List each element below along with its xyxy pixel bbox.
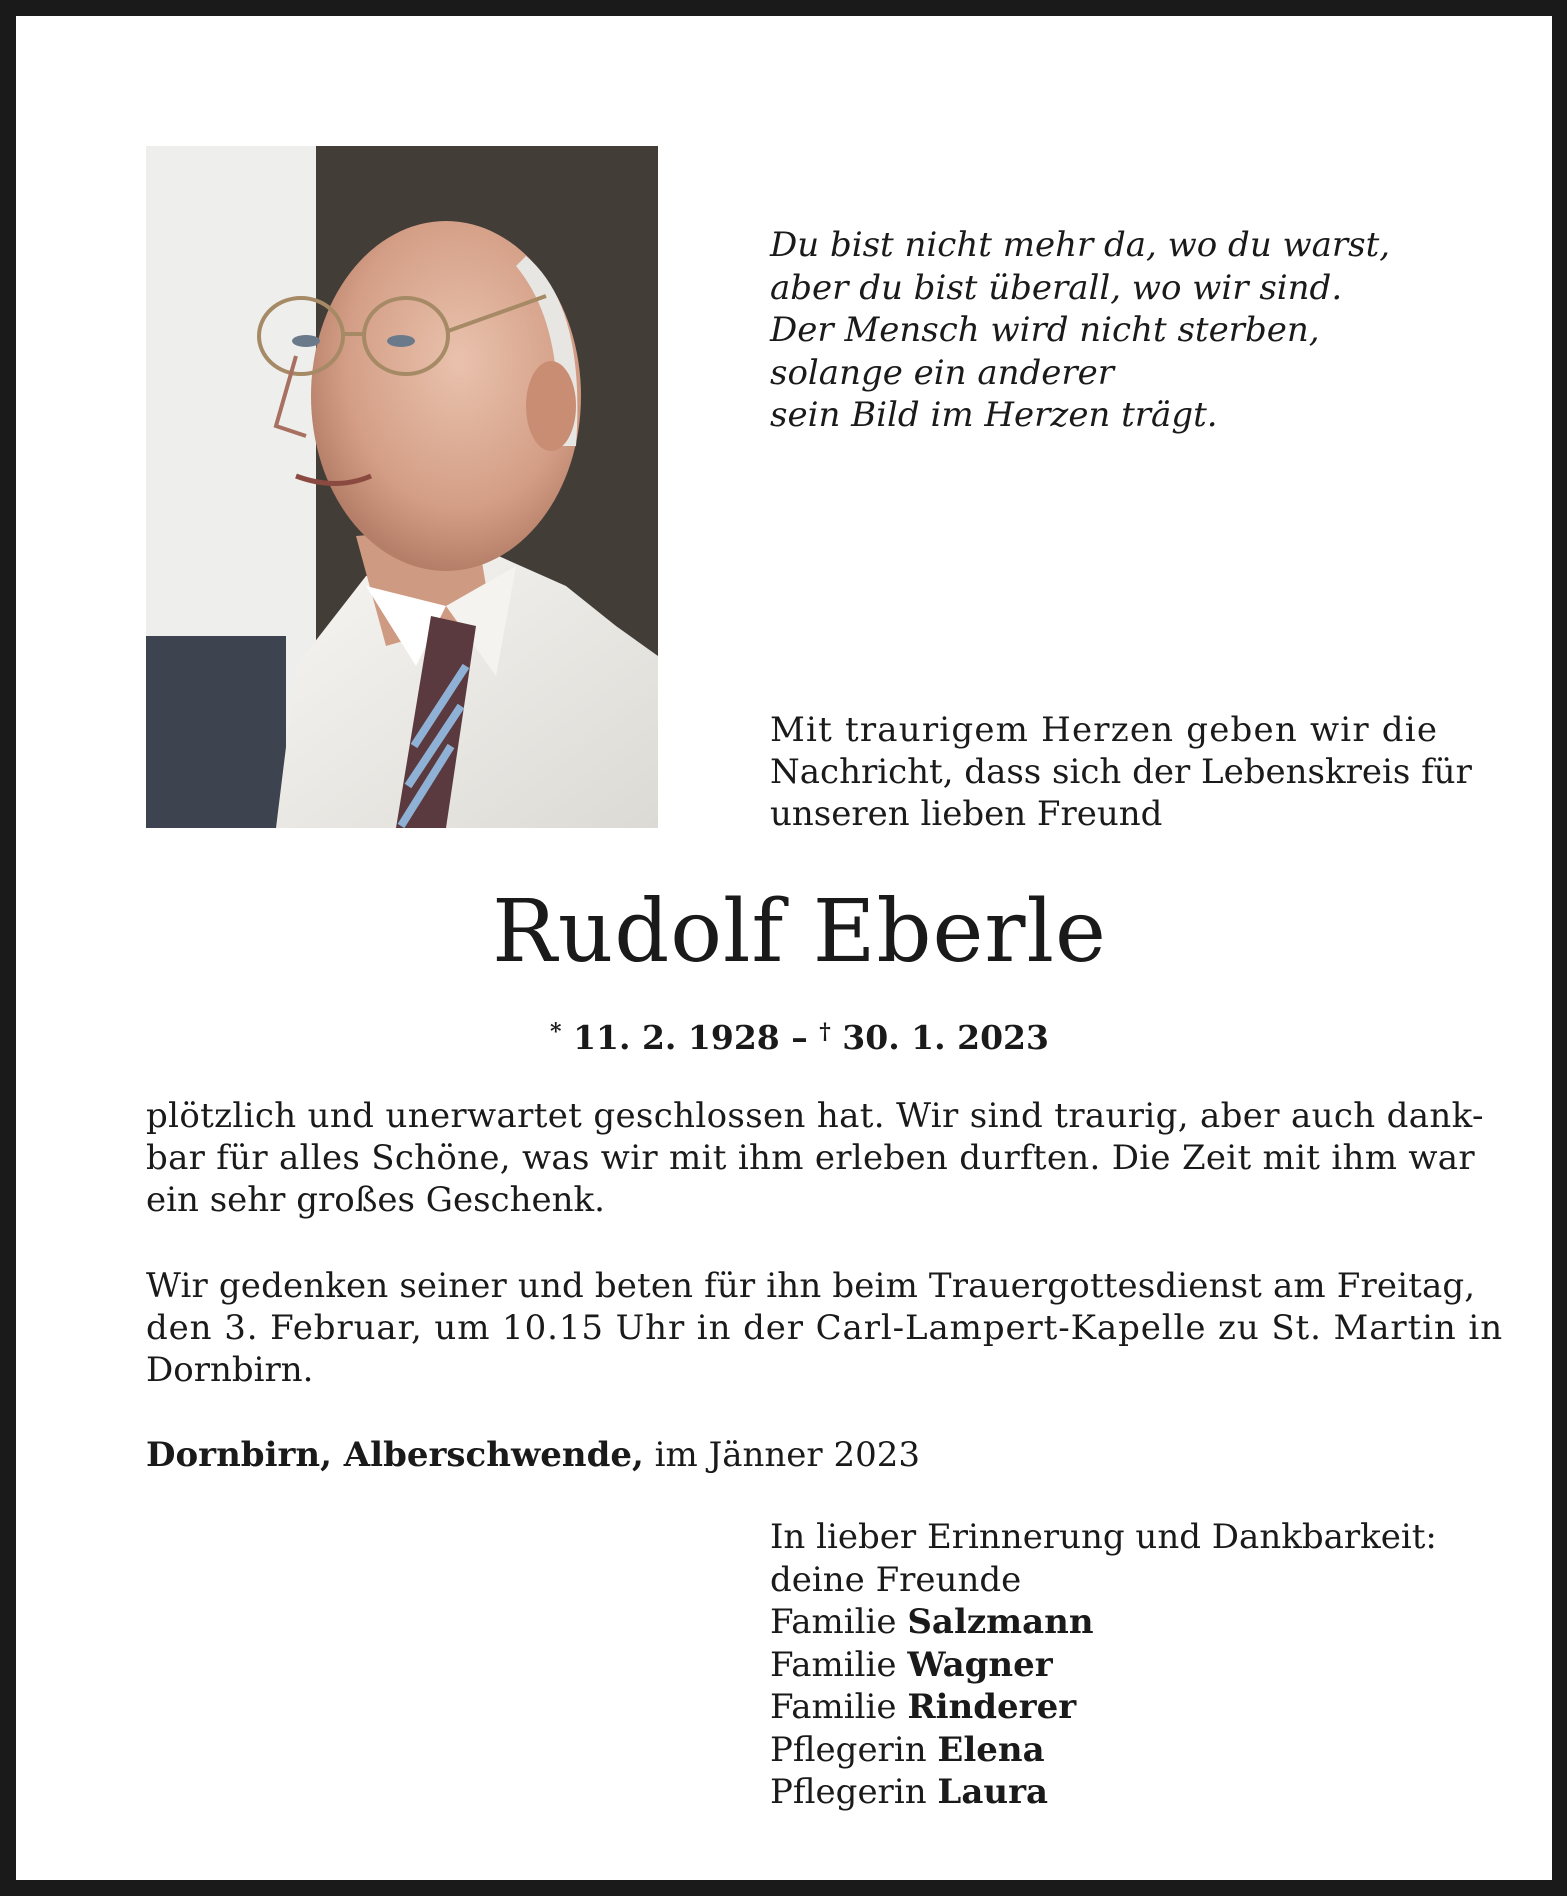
mourner-prefix: Pflegerin bbox=[770, 1729, 927, 1770]
body-paragraph-1 bbox=[146, 1095, 1484, 1221]
deceased-name: Rudolf Eberle bbox=[492, 882, 1107, 982]
mourner bbox=[770, 1644, 1454, 1687]
body-line: ein sehr großes Geschenk. bbox=[146, 1180, 605, 1220]
intro-text bbox=[770, 709, 1472, 835]
death-date: 30. 1. 2023 bbox=[842, 1018, 1049, 1057]
poem-line: aber du bist überall, wo wir sind. bbox=[770, 267, 1343, 308]
signoff-friends: deine Freunde bbox=[770, 1559, 1022, 1600]
date-text: im Jänner 2023 bbox=[654, 1435, 920, 1475]
place-and-date bbox=[146, 1434, 1454, 1476]
poem bbox=[770, 224, 1410, 437]
mourner bbox=[770, 1771, 1454, 1814]
body-line: Dornbirn. bbox=[146, 1350, 314, 1390]
mourner bbox=[770, 1729, 1454, 1772]
signoff-heading: In lieber Erinnerung und Dankbarkeit: bbox=[770, 1517, 1437, 1557]
mourner-name: Elena bbox=[937, 1729, 1045, 1770]
poem-line: Du bist nicht mehr da, wo du warst, bbox=[770, 225, 1391, 265]
body-line: bar für alles Schöne, was wir mit ihm erleben durften. Die Zeit mit ihm war bbox=[146, 1138, 1475, 1178]
life-dates bbox=[16, 1012, 1567, 1058]
portrait-photo bbox=[146, 146, 658, 828]
body-line: Wir gedenken seiner und beten für ihn beim Trauergottesdienst am Freitag, bbox=[146, 1266, 1476, 1306]
intro-line: Nachricht, dass sich der Lebenskreis für bbox=[770, 752, 1472, 792]
mourner bbox=[770, 1686, 1454, 1729]
body-line: den 3. Februar, um 10.15 Uhr in der Carl-Lampert-Kapelle zu St. Martin in bbox=[146, 1308, 1503, 1348]
mourner-prefix: Pflegerin bbox=[770, 1772, 927, 1812]
poem-line: Der Mensch wird nicht sterben, bbox=[770, 310, 1320, 350]
mourner-name: Wagner bbox=[907, 1644, 1053, 1685]
intro-line: unseren lieben Freund bbox=[770, 794, 1163, 834]
body-line: plötzlich und unerwartet geschlossen hat. Wir sind traurig, aber auch dank- bbox=[146, 1096, 1484, 1136]
mourner-name: Salzmann bbox=[907, 1602, 1094, 1642]
mourner-prefix: Familie bbox=[770, 1602, 897, 1642]
death-mark: † bbox=[819, 1019, 831, 1045]
signoff bbox=[770, 1516, 1454, 1814]
mourner-prefix: Familie bbox=[770, 1687, 897, 1727]
intro-line: Mit traurigem Herzen geben wir die bbox=[770, 710, 1439, 750]
mourner-name: Rinderer bbox=[907, 1687, 1077, 1727]
mourner-prefix: Familie bbox=[770, 1644, 897, 1685]
mourner-name: Laura bbox=[937, 1772, 1049, 1812]
birth-mark: * bbox=[550, 1019, 562, 1045]
poem-line: sein Bild im Herzen trägt. bbox=[770, 395, 1218, 435]
body-paragraph-2 bbox=[146, 1265, 1503, 1391]
birth-date: 11. 2. 1928 bbox=[573, 1018, 780, 1057]
mourner bbox=[770, 1601, 1454, 1644]
date-separator: – bbox=[791, 1018, 808, 1057]
places: Dornbirn, Alberschwende, bbox=[146, 1435, 644, 1475]
portrait-illustration bbox=[146, 146, 658, 828]
poem-line: solange ein anderer bbox=[770, 352, 1115, 393]
